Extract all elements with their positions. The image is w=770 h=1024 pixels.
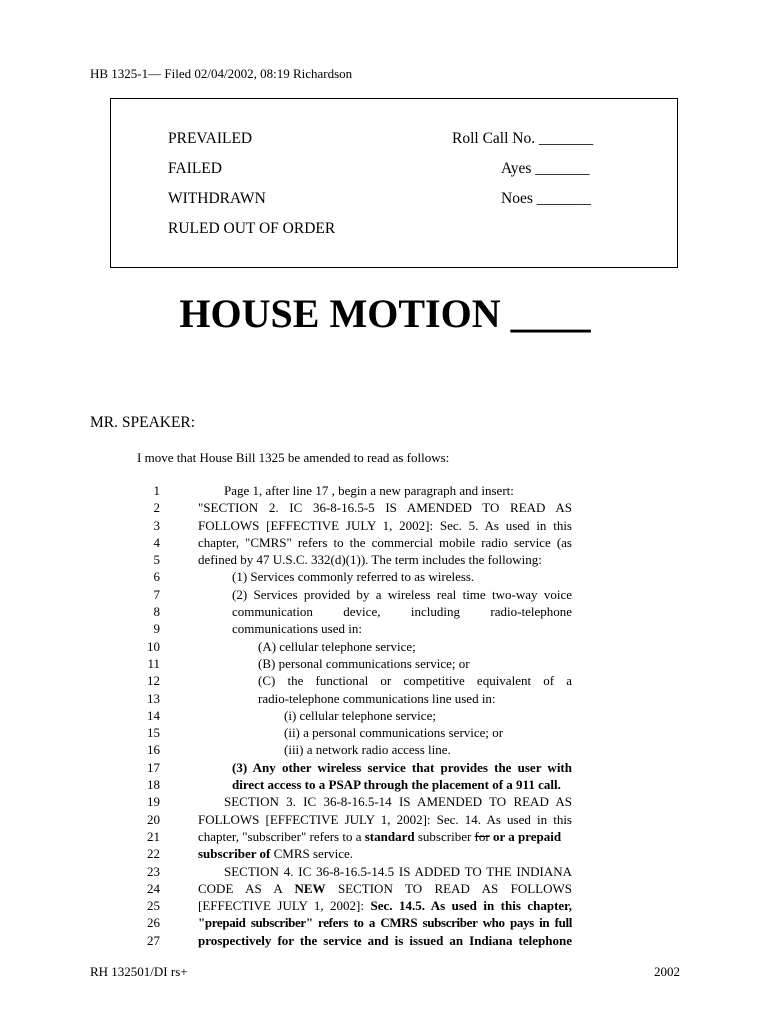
line-text: direct access to a PSAP through the placement of a 911 call. bbox=[232, 777, 561, 793]
numbered-line bbox=[0, 811, 770, 828]
line-number: 26 bbox=[147, 915, 160, 931]
line-number: 10 bbox=[147, 638, 160, 654]
numbered-line bbox=[0, 828, 770, 845]
line-text: chapter, "CMRS" refers to the commercial mobile radio service (as bbox=[198, 534, 572, 550]
line-number: 3 bbox=[153, 517, 160, 533]
line-number: 20 bbox=[147, 811, 160, 827]
line-text: communications used in: bbox=[232, 621, 362, 637]
line-number: 25 bbox=[147, 898, 160, 914]
numbered-line bbox=[0, 776, 770, 793]
numbered-line bbox=[0, 638, 770, 655]
status-prevailed: PREVAILED bbox=[168, 130, 253, 147]
line-text: FOLLOWS [EFFECTIVE JULY 1, 2002]: Sec. 14. As used in this bbox=[198, 811, 572, 827]
line-text: subscriber of CMRS service. bbox=[198, 846, 354, 862]
numbered-line bbox=[0, 724, 770, 741]
numbered-line bbox=[0, 863, 770, 880]
numbered-line bbox=[0, 655, 770, 672]
numbered-line bbox=[0, 914, 770, 931]
line-number: 1 bbox=[153, 483, 160, 498]
line-number: 8 bbox=[153, 604, 160, 620]
line-number: 17 bbox=[147, 759, 160, 775]
line-text: radio-telephone communications line used in: bbox=[258, 690, 496, 706]
line-text: prospectively for the service and is issued an Indiana telephone bbox=[198, 932, 572, 948]
line-text: FOLLOWS [EFFECTIVE JULY 1, 2002]: Sec. 5. As used in this bbox=[198, 517, 572, 533]
motion-status-box bbox=[110, 98, 678, 268]
line-text: Page 1, after line 17 , begin a new paragraph and insert: bbox=[224, 483, 514, 498]
document-footer-id: RH 132501/DI rs+ bbox=[90, 964, 188, 979]
line-number: 13 bbox=[147, 690, 160, 706]
line-text: (iii) a network radio access line. bbox=[284, 742, 451, 758]
numbered-line bbox=[0, 932, 770, 949]
numbered-line bbox=[0, 845, 770, 862]
line-text: (1) Services commonly referred to as wireless. bbox=[232, 569, 475, 585]
numbered-line bbox=[0, 551, 770, 568]
line-number: 6 bbox=[153, 569, 160, 585]
line-number: 7 bbox=[153, 586, 160, 602]
line-text: (3) Any other wireless service that provides the user with bbox=[232, 759, 572, 775]
status-withdrawn: WITHDRAWN bbox=[168, 190, 266, 207]
document-header: HB 1325-1— Filed 02/04/2002, 08:19 Richardson bbox=[90, 66, 353, 81]
motion-intro: I move that House Bill 1325 be amended to read as follows: bbox=[137, 450, 450, 465]
line-text: (C) the functional or competitive equivalent of a bbox=[258, 673, 572, 689]
line-number: 9 bbox=[153, 621, 160, 637]
numbered-line bbox=[0, 586, 770, 603]
line-number: 18 bbox=[147, 777, 160, 793]
line-text: chapter, "subscriber" refers to a standard subscriber for or a prepaid bbox=[198, 828, 562, 844]
line-text: (B) personal communications service; or bbox=[258, 655, 470, 671]
status-ruled-out-of-order: RULED OUT OF ORDER bbox=[168, 220, 336, 237]
line-number: 27 bbox=[147, 932, 160, 948]
numbered-line bbox=[0, 741, 770, 758]
line-text: (i) cellular telephone service; bbox=[284, 707, 436, 723]
numbered-line bbox=[0, 759, 770, 776]
numbered-line bbox=[0, 603, 770, 620]
line-number: 15 bbox=[147, 725, 160, 741]
line-number: 14 bbox=[147, 707, 160, 723]
numbered-line bbox=[0, 568, 770, 585]
line-number: 24 bbox=[147, 880, 160, 896]
status-failed: FAILED bbox=[168, 160, 222, 177]
numbered-line bbox=[0, 690, 770, 707]
numbered-line bbox=[0, 672, 770, 689]
line-number: 21 bbox=[147, 828, 160, 844]
numbered-line bbox=[0, 793, 770, 810]
line-text: (2) Services provided by a wireless real time two-way voice bbox=[232, 586, 572, 602]
line-number: 12 bbox=[147, 673, 160, 689]
line-text: communication device, including radio-telephone bbox=[232, 604, 572, 620]
numbered-line bbox=[0, 482, 770, 499]
document-title: HOUSE MOTION ____ bbox=[179, 291, 591, 336]
line-text: SECTION 3. IC 36-8-16.5-14 IS AMENDED TO READ AS bbox=[224, 794, 572, 810]
numbered-line bbox=[0, 707, 770, 724]
numbered-line bbox=[0, 880, 770, 897]
line-text: "prepaid subscriber" refers to a CMRS subscriber who pays in full bbox=[198, 915, 572, 931]
line-number: 11 bbox=[147, 655, 160, 671]
document-footer-year: 2002 bbox=[654, 964, 680, 979]
line-number: 22 bbox=[147, 846, 160, 862]
line-number: 19 bbox=[147, 794, 160, 810]
line-number: 16 bbox=[147, 742, 160, 758]
line-text: defined by 47 U.S.C. 332(d)(1)). The term includes the following: bbox=[198, 552, 542, 568]
line-number: 2 bbox=[153, 500, 160, 516]
line-text: (A) cellular telephone service; bbox=[258, 638, 416, 654]
line-number: 4 bbox=[153, 534, 160, 550]
noes-count: Noes _______ bbox=[501, 190, 591, 207]
line-text: [EFFECTIVE JULY 1, 2002]: Sec. 14.5. As used in this chapter, bbox=[198, 898, 572, 914]
numbered-line bbox=[0, 499, 770, 516]
salutation: MR. SPEAKER: bbox=[90, 414, 196, 431]
struck-text: for bbox=[474, 828, 490, 844]
numbered-line bbox=[0, 620, 770, 637]
numbered-line bbox=[0, 534, 770, 551]
line-text: "SECTION 2. IC 36-8-16.5-5 IS AMENDED TO READ AS bbox=[198, 500, 572, 516]
line-text: (ii) a personal communications service; or bbox=[284, 725, 504, 741]
roll-call-number: Roll Call No. _______ bbox=[452, 130, 594, 147]
numbered-line bbox=[0, 897, 770, 914]
line-number: 23 bbox=[147, 863, 160, 879]
amendment-text bbox=[0, 482, 770, 949]
numbered-line bbox=[0, 517, 770, 534]
line-text: CODE AS A NEW SECTION TO READ AS FOLLOWS bbox=[198, 880, 572, 896]
line-text: SECTION 4. IC 36-8-16.5-14.5 IS ADDED TO THE INDIANA bbox=[224, 863, 572, 879]
ayes-count: Ayes _______ bbox=[501, 160, 590, 177]
line-number: 5 bbox=[153, 552, 160, 568]
